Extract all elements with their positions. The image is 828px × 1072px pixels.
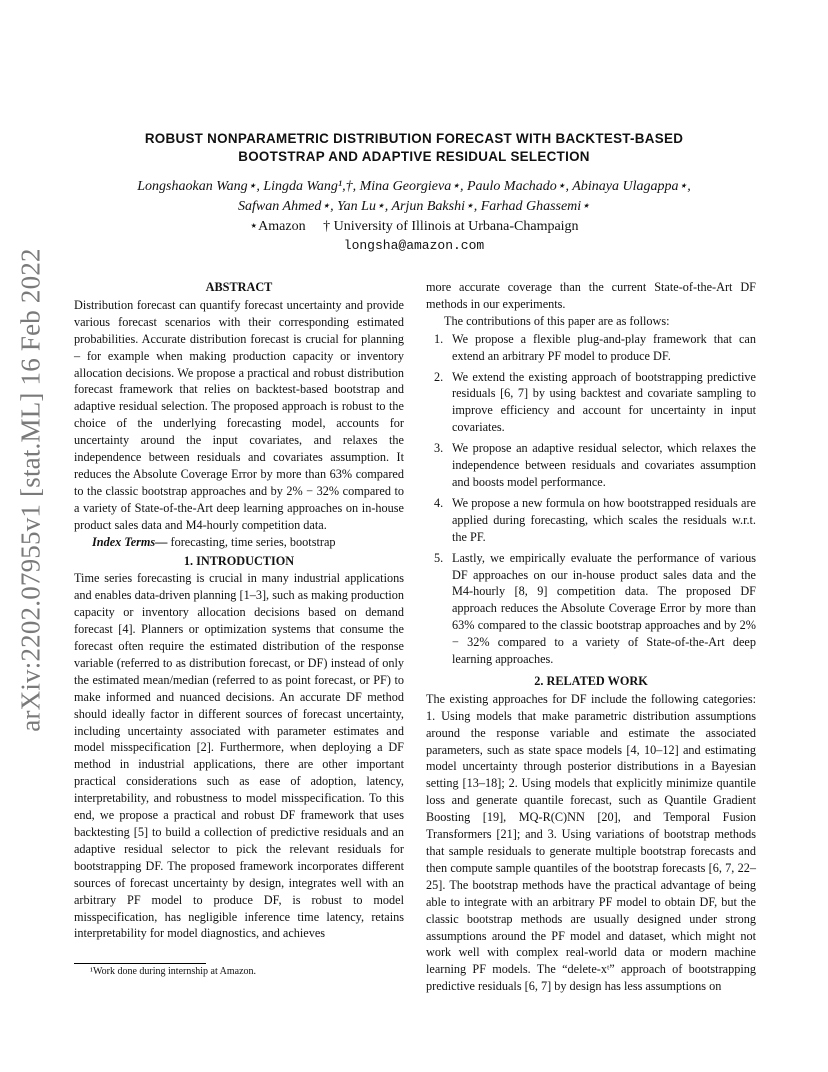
list-item: [426, 550, 756, 668]
arxiv-stamp: [6, 248, 56, 732]
related-work-text: The existing approaches for DF include the following categories: 1. Using models that make parametric distribution assumptions around the response variable and estimate the associated parameters, such as state space models [4, 10–12] and estimating model uncertainty through posterior distributions in a Bayesian setting [13–18]; 2. Using models that explicitly minimize quantile loss and generate quantile forecast, such as Quantile Gradient Boosting [19], MQ-R(C)NN [20], and Temporal Fusion Transformers [21]; and 3. Using variations of bootstrap methods that sample residuals to generate multiple bootstrap forecasts and then compute sample quantiles of the bootstrap forecasts [6, 7, 22–25]. The bootstrap methods have the practical advantage of being able to integrate with an arbitrary PF model to obtain DF, but the classic bootstrap methods are usually designed under strong assumptions around the PF model and dataset, which might not work well with complex real-world data or modern machine learning PF models. The “delete-xᵗ” approach of bootstrapping predictive residuals [6, 7] by design has less assumptions on: [426, 691, 756, 994]
list-item-text: Lastly, we empirically evaluate the performance of various DF approaches on our in-house product sales data and the M4-hourly [8, 9] competition data. The proposed DF approach reduces the Absolute Coverage Error by more than 63% compared to the classic bootstrap approaches and by 2% − 32% compared to a variety of State-of-the-Art deep learning approaches.: [452, 550, 756, 667]
list-item: [426, 331, 756, 365]
footnote: ¹Work done during internship at Amazon.: [90, 966, 257, 977]
list-item-text: We propose an adaptive residual selector, which relaxes the independence between residuals and covariates assumption and boosts model performance.: [452, 441, 756, 489]
arxiv-stamp-text: arXiv:2202.07955v1 [stat.ML] 16 Feb 2022: [15, 248, 46, 732]
affiliations: ⋆Amazon † University of Illinois at Urbana-Champaign: [249, 219, 579, 234]
paper-title: [60, 130, 768, 166]
introduction-text-continued: more accurate coverage than the current State-of-the-Art DF methods in our experiments.: [426, 280, 756, 311]
authors-line-2: Safwan Ahmed⋆, Yan Lu⋆, Arjun Bakshi⋆, Farhad Ghassemi⋆: [238, 199, 590, 214]
index-terms: [74, 534, 404, 551]
index-terms-label: Index Terms—: [92, 534, 168, 549]
author-email[interactable]: longsha@amazon.com: [343, 238, 485, 253]
footnote-divider: [74, 963, 206, 964]
index-terms-text: forecasting, time series, bootstrap: [167, 534, 336, 549]
list-item-number: 2.: [434, 369, 444, 384]
list-item-number: 1.: [434, 331, 444, 346]
list-item-number: 5.: [434, 550, 444, 565]
title-line-2: BOOTSTRAP AND ADAPTIVE RESIDUAL SELECTION: [238, 149, 590, 164]
list-item: [426, 495, 756, 546]
list-item-text: We extend the existing approach of bootstrapping predictive residuals [6, 7] by using backtest and covariate sampling to improve efficiency and account for uncertainty in input covariates.: [452, 369, 756, 435]
list-item-number: 3.: [434, 441, 444, 456]
contributions-list: [426, 331, 756, 668]
list-item-text: We propose a new formula on how bootstrapped residuals are applied during forecasting, which scales the residuals w.r.t. the PF.: [452, 495, 756, 544]
author-list: [60, 177, 768, 217]
title-line-1: ROBUST NONPARAMETRIC DISTRIBUTION FORECAST WITH BACKTEST-BASED: [144, 131, 684, 146]
abstract-heading: ABSTRACT: [205, 280, 273, 294]
right-column: [426, 279, 756, 995]
left-column: [74, 279, 404, 942]
introduction-text: Time series forecasting is crucial in many industrial applications and enables data-driven planning [1–3], such as making production capacity or inventory allocation decisions based on demand forecast [4]. Planners or optimization systems that consume the forecast often require the estimated distribution of the response variable (referred to as distribution forecast, or DF) instead of only the estimated mean/median (referred to as point forecast, or PF) to make informed and nuanced decisions. An accurate DF method should ideally factor in different sources of forecast uncertainty, including uncertainty associated with parameter estimates and model misspecification [2]. Furthermore, when deploying a DF method in industrial applications, there are other important practical considerations such as ease of adoption, latency, interpretability, and robustness to model misspecification. To this end, we propose a practical and robust DF framework that uses backtesting [5] to build a collection of predictive residuals and an adaptive residual selector to pick the relevant residuals for bootstrapping DF. The proposed framework incorporates different sources of forecast uncertainty by design, integrates well with an arbitrary PF model to produce DF, is robust to model misspecification, has negligible inference time latency, retains interpretability for model diagnostics, and achieves: [74, 571, 404, 941]
related-work-heading: 2. RELATED WORK: [534, 673, 648, 688]
authors-line-1: Longshaokan Wang⋆, Lingda Wang¹,†, Mina Georgieva⋆, Paulo Machado⋆, Abinaya Ulagappa⋆,: [137, 179, 691, 194]
list-item-number: 4.: [434, 495, 444, 510]
list-item: [426, 440, 756, 491]
list-item: [426, 369, 756, 437]
list-item-text: We propose a flexible plug-and-play framework that can extend an arbitrary PF model to produce DF.: [452, 331, 756, 363]
contributions-intro: The contributions of this paper are as follows:: [444, 313, 670, 328]
abstract-text: Distribution forecast can quantify forecast uncertainty and provide various forecast scenarios with their corresponding estimated probabilities. Accurate distribution forecast is crucial for planning – for example when making production capacity or inventory allocation decisions. We propose a practical and robust distribution forecast framework that relies on backtest-based bootstrap and adaptive residual selection. The proposed approach is robust to the choice of the underlying forecasting model, accounts for uncertainty around the input covariates, and relaxes the independence between residuals and covariates assumption. It reduces the Absolute Coverage Error by more than 63% compared to the classic bootstrap approaches and by 2% − 32% compared to a variety of State-of-the-Art deep learning approaches on in-house product sales data and M4-hourly competition data.: [74, 297, 404, 532]
introduction-heading: 1. INTRODUCTION: [183, 553, 295, 568]
